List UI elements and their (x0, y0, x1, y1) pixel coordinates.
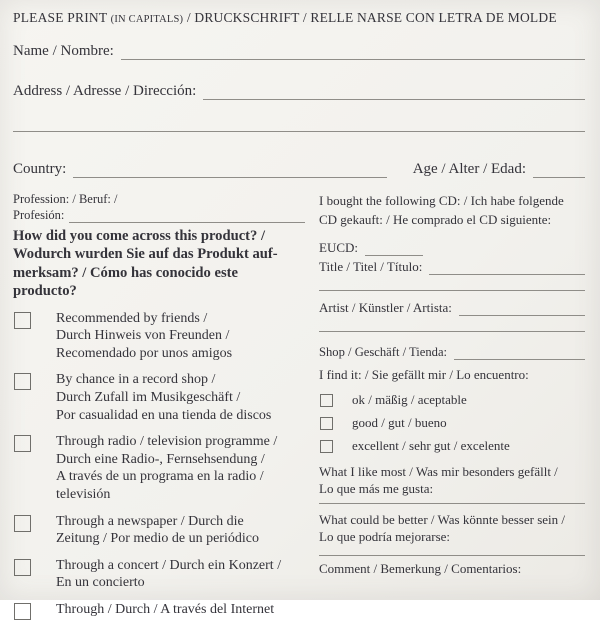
checkbox-radio-tv[interactable] (14, 435, 31, 452)
artist-row (319, 300, 585, 316)
option-label: By chance in a record shop / Durch Zufall im Musikgeschäft / Por casualidad en una tienda de discos (56, 372, 272, 423)
rating-good-row (319, 415, 585, 431)
survey-column (13, 191, 305, 620)
profession-label-line2: Profesión: (13, 208, 65, 222)
country-age-row (13, 161, 585, 178)
checkbox-newspaper[interactable] (14, 515, 31, 532)
artist-label: Artist / Künstler / Artista: (319, 300, 452, 315)
form-header-part2: (IN CAPITALS) (110, 14, 184, 25)
form-header-part1: PLEASE PRINT (13, 10, 108, 25)
address-label: Address / Adresse / Dirección: (13, 83, 197, 99)
option-concert (13, 557, 305, 592)
title-input-line[interactable] (429, 259, 585, 275)
option-label: Through radio / television programme / Durch eine Radio-, Fernsehsendung / A través de un programa en la radio / televisión (56, 434, 278, 502)
survey-heading-line: Wodurch wurden Sie auf das Produkt auf- (13, 246, 278, 263)
form-header-part3: / DRUCKSCHRIFT / RELLE NARSE CON LETRA DE MOLDE (186, 10, 557, 25)
eucd-row (319, 240, 585, 256)
find-it-label: I find it: / Sie gefällt mir / Lo encuentro: (319, 367, 529, 382)
cd-column (319, 191, 585, 620)
bought-cd-label: I bought the following CD: / Ich habe folgende CD gekauft: / He comprado el CD siguiente: (319, 193, 564, 227)
shop-input-line[interactable] (454, 345, 585, 360)
address-input-line-2[interactable] (13, 131, 585, 132)
option-recommended-by-friends (13, 310, 305, 363)
option-newspaper (13, 513, 305, 548)
rating-excellent-label: excellent / sehr gut / excelente (352, 438, 510, 453)
like-most-input-line[interactable] (319, 503, 585, 504)
form-columns (13, 191, 585, 620)
age-label: Age / Alter / Edad: (412, 161, 526, 177)
comment-label: Comment / Bemerkung / Comentarios: (319, 560, 522, 576)
survey-question-heading (13, 227, 305, 301)
option-label: Through a concert / Durch ein Konzert / En un concierto (56, 557, 282, 591)
country-input-line[interactable] (73, 161, 386, 178)
shop-label: Shop / Geschäft / Tienda: (319, 345, 448, 359)
name-input-line[interactable] (121, 43, 585, 60)
form-header (13, 10, 585, 26)
like-most-label: What I like most / Was mir besonders gefällt / Lo que más me gusta: (319, 464, 558, 497)
checkbox-rating-excellent[interactable] (320, 440, 333, 453)
rating-excellent-row (319, 438, 585, 454)
shop-row (319, 345, 585, 360)
checkbox-rating-ok[interactable] (320, 394, 333, 407)
profession-row (13, 207, 305, 223)
title-input-line-2[interactable] (319, 290, 585, 291)
artist-input-line-2[interactable] (319, 331, 585, 332)
name-row (13, 43, 585, 60)
checkbox-rating-good[interactable] (320, 417, 333, 430)
checkbox-recommended-by-friends[interactable] (14, 312, 31, 329)
title-row (319, 259, 585, 275)
eucd-input-line[interactable] (365, 240, 423, 256)
profession-input-line[interactable] (69, 207, 305, 223)
artist-input-line[interactable] (459, 300, 585, 316)
checkbox-concert[interactable] (14, 559, 31, 576)
rating-good-label: good / gut / bueno (352, 415, 447, 430)
address-input-line[interactable] (203, 83, 585, 100)
survey-heading-line: How did you come across this product? / (13, 228, 266, 244)
survey-heading-line: merksam? / Cómo has conocido este producto? (13, 264, 238, 300)
option-record-shop (13, 371, 305, 424)
option-label: Through / Durch / A través del Internet (56, 601, 275, 617)
address-row (13, 83, 585, 100)
option-radio-tv (13, 433, 305, 503)
checkbox-record-shop[interactable] (14, 373, 31, 390)
age-input-line[interactable] (533, 161, 585, 178)
rating-ok-row (319, 392, 585, 408)
option-internet (13, 601, 305, 620)
option-label: Through a newspaper / Durch die Zeitung / Por medio de un periódico (56, 513, 259, 547)
checkbox-internet[interactable] (14, 603, 31, 620)
could-be-better-label: What could be better / Was könnte besser sein / Lo que podría mejorarse: (319, 511, 566, 545)
rating-ok-label: ok / mäßig / aceptable (352, 392, 467, 407)
eucd-label: EUCD: (319, 240, 358, 255)
profession-label-line1: Profession: / Beruf: / (13, 192, 118, 206)
option-label: Recommended by friends / Durch Hinweis von Freunden / Recomendado por unos amigos (56, 310, 233, 361)
could-be-better-input-line[interactable] (319, 555, 585, 556)
country-label: Country: (13, 161, 67, 177)
name-label: Name / Nombre: (13, 43, 114, 59)
title-label: Title / Titel / Título: (319, 259, 423, 274)
